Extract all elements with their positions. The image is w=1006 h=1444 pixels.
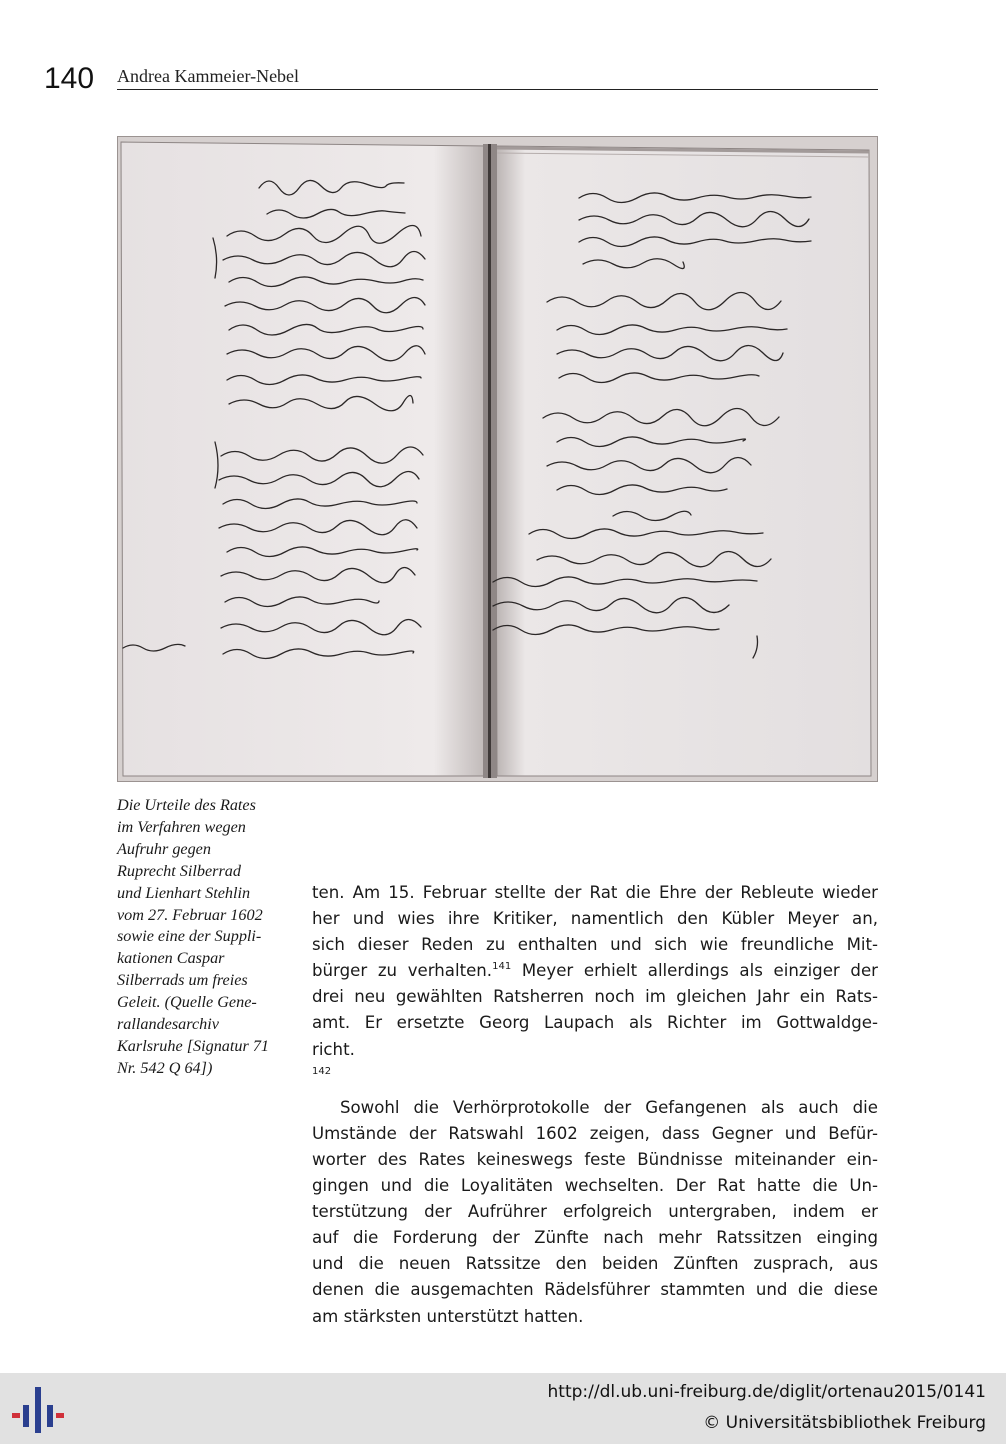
body-line: terstützung der Aufrührer erfolgreich untergraben, indem er: [312, 1202, 878, 1222]
footnote-ref-141[interactable]: 141: [492, 961, 512, 973]
body-line: gingen und die Loyalitäten wechselten. Der Rat hatte die Un-: [312, 1176, 878, 1196]
manuscript-drawing: [117, 136, 878, 782]
footer-copyright: © Universitätsbibliothek Freiburg: [703, 1413, 986, 1433]
body-line: und die neuen Ratssitze den beiden Zünften zusprach, aus: [312, 1254, 878, 1274]
manuscript-photo: [117, 136, 878, 782]
running-head-author: Andrea Kammeier-Nebel: [117, 66, 300, 86]
body-line: auf die Forderung der Zünfte nach mehr Ratssitzen einging: [312, 1228, 878, 1248]
body-line: Sowohl die Verhörprotokolle der Gefangenen als auch die: [340, 1097, 878, 1117]
body-line: [312, 1037, 878, 1063]
body-line: amt. Er ersetzte Georg Laupach als Richter im Gottwaldge-: [312, 1013, 878, 1033]
body-text: [312, 880, 878, 1330]
ub-freiburg-logo-icon: [10, 1383, 66, 1437]
body-line: [312, 958, 878, 984]
body-text-segment: richt.: [312, 1039, 355, 1059]
caption-line: im Verfahren wegen: [117, 817, 246, 836]
body-line: sich dieser Reden zu enthalten und sich wie freundliche Mit-: [312, 935, 878, 955]
caption-line: vom 27. Februar 1602: [117, 905, 263, 924]
footer-url-link[interactable]: http://dl.ub.uni-freiburg.de/diglit/ortenau2015/0141: [547, 1382, 986, 1402]
caption-line: Aufruhr gegen: [117, 839, 211, 858]
caption-line: Nr. 542 Q 64]): [117, 1058, 213, 1077]
body-line: Umstände der Ratswahl 1602 zeigen, dass Gegner und Befür-: [312, 1123, 878, 1143]
body-text-segment: bürger zu verhalten.: [312, 961, 493, 981]
body-text-segment: Meyer erhielt allerdings als einziger der: [511, 961, 878, 981]
body-line: [312, 1063, 878, 1089]
header-rule: [117, 89, 878, 90]
caption-line: sowie eine der Suppli-: [117, 927, 262, 946]
body-line: am stärksten unterstützt hatten.: [312, 1306, 584, 1326]
caption-line: rallandesarchiv: [117, 1015, 219, 1034]
footer-bar: [0, 1373, 1006, 1444]
figure-caption: [117, 795, 289, 1080]
page-number: 140: [44, 62, 95, 95]
body-line: her und wies ihre Kritiker, namentlich den Kübler Meyer an,: [312, 909, 878, 929]
caption-line: Geleit. (Quelle Gene-: [117, 993, 257, 1012]
footnote-ref-142[interactable]: 142: [312, 1065, 332, 1077]
body-line: drei neu gewählten Ratsherren noch im gleichen Jahr ein Rats-: [312, 987, 878, 1007]
body-line: worter des Rates keineswegs feste Bündnisse miteinander ein-: [312, 1149, 878, 1169]
caption-line: kationen Caspar: [117, 949, 225, 968]
caption-line: Silberrads um freies: [117, 971, 248, 990]
body-line: denen die ausgemachten Rädelsführer stammten und die diese: [312, 1280, 878, 1300]
caption-line: Karlsruhe [Signatur 71: [117, 1036, 270, 1055]
caption-line: und Lienhart Stehlin: [117, 883, 251, 902]
body-line: ten. Am 15. Februar stellte der Rat die Ehre der Rebleute wieder: [312, 883, 878, 902]
caption-line: Ruprecht Silberrad: [117, 861, 241, 880]
caption-line: Die Urteile des Rates: [117, 796, 256, 814]
